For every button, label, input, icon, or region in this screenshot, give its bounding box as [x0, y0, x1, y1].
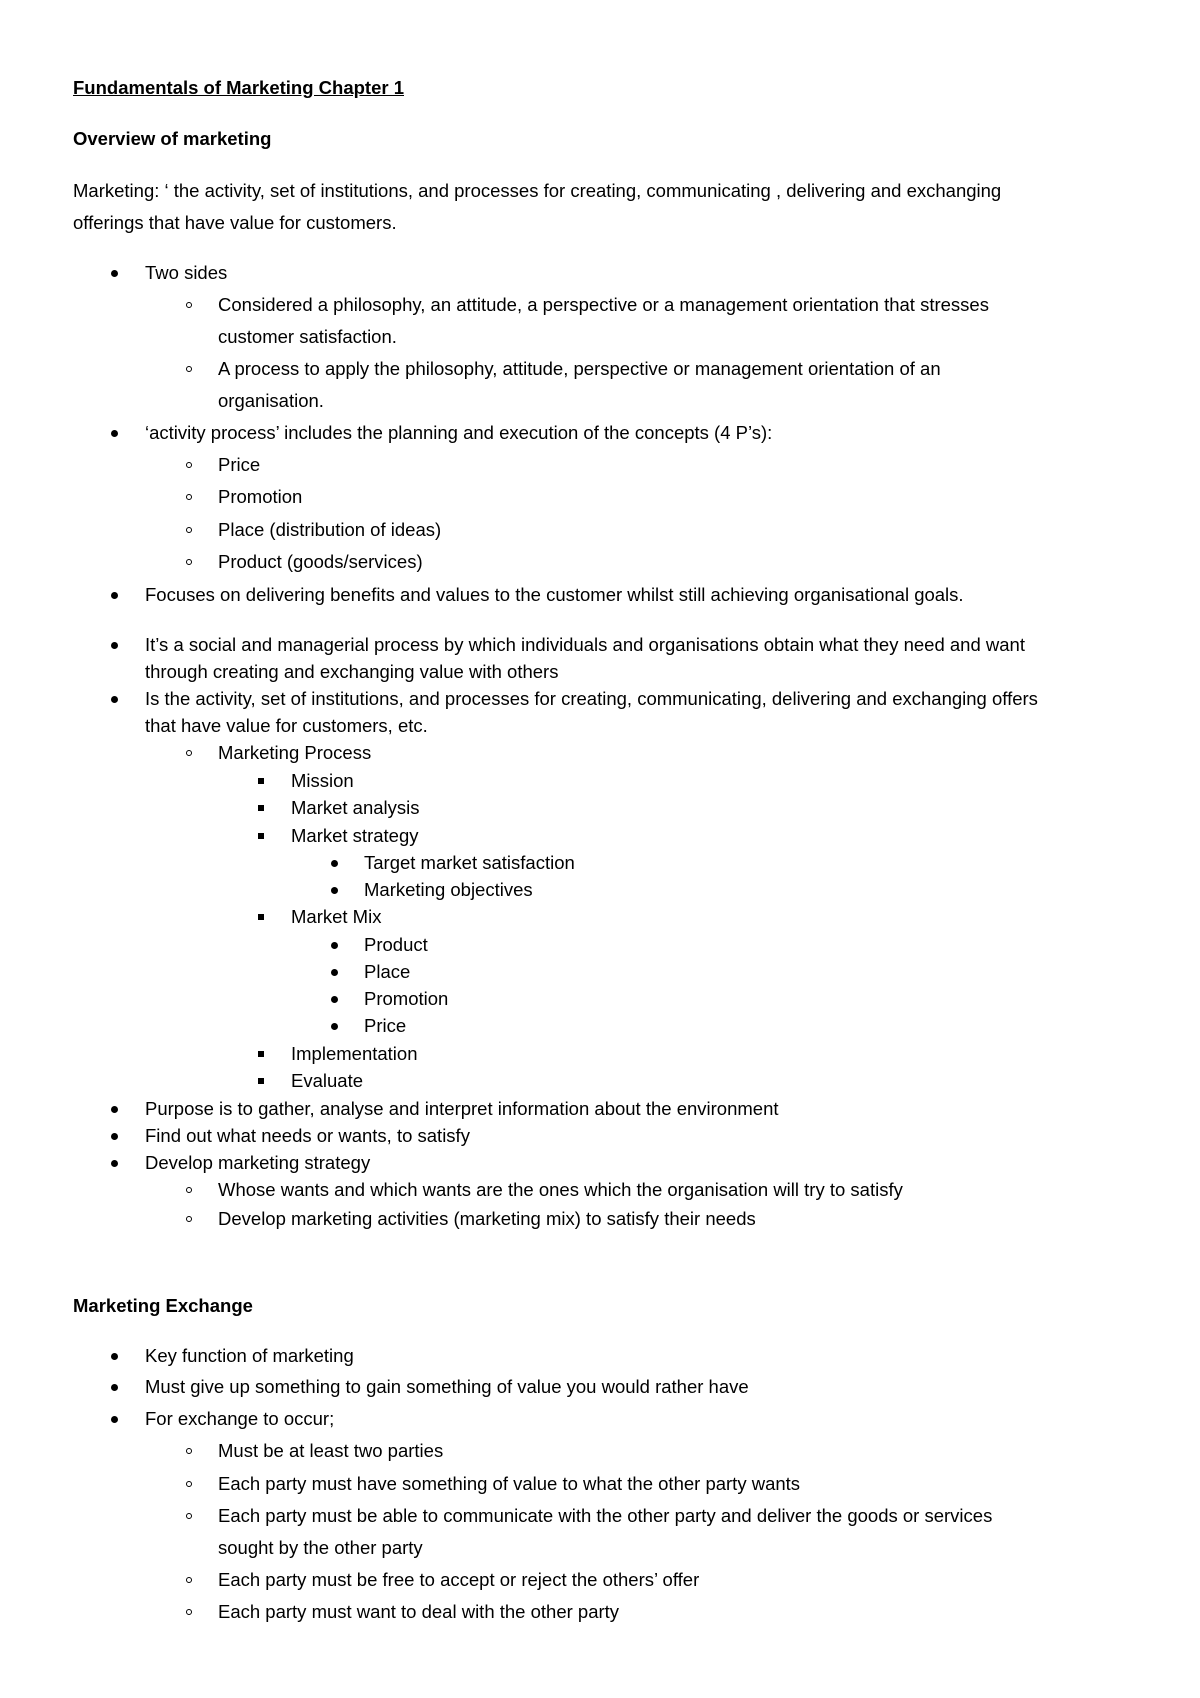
- bullet-circle: [186, 1448, 192, 1454]
- bullet-circle: [186, 1481, 192, 1487]
- bullet-circle: [186, 302, 192, 308]
- list-item: Considered a philosophy, an attitude, a perspective or a management orientation that stresses: [218, 294, 989, 315]
- list-item: Marketing Process: [218, 742, 372, 763]
- list-item: Each party must be free to accept or reject the others’ offer: [218, 1569, 700, 1590]
- list-item: Place (distribution of ideas): [218, 519, 442, 540]
- bullet-dot: [331, 969, 338, 976]
- bullet-dot: [111, 1133, 118, 1140]
- list-item: ‘activity process’ includes the planning and execution of the concepts (4 P’s):: [145, 422, 773, 443]
- bullet-dot: [111, 1160, 118, 1167]
- bullet-square: [258, 805, 264, 811]
- list-item: A process to apply the philosophy, attitude, perspective or management orientation of an: [218, 358, 941, 379]
- bullet-dot: [331, 860, 338, 867]
- list-item-continuation: through creating and exchanging value with others: [145, 661, 559, 682]
- bullet-dot: [111, 430, 118, 437]
- list-item: Promotion: [218, 486, 303, 507]
- bullet-dot: [111, 642, 118, 649]
- document-title: Fundamentals of Marketing Chapter 1: [73, 77, 404, 98]
- list-item: Must be at least two parties: [218, 1440, 444, 1461]
- bullet-circle: [186, 559, 192, 565]
- list-item: Two sides: [145, 262, 228, 283]
- list-item: Each party must have something of value to what the other party wants: [218, 1473, 801, 1494]
- bullet-dot: [111, 696, 118, 703]
- bullet-square: [258, 914, 264, 920]
- section-heading-exchange: Marketing Exchange: [73, 1295, 253, 1316]
- bullet-dot: [111, 1384, 118, 1391]
- list-item: Promotion: [364, 988, 449, 1009]
- list-item: Develop marketing activities (marketing mix) to satisfy their needs: [218, 1208, 756, 1229]
- list-item: Target market satisfaction: [364, 852, 575, 873]
- bullet-dot: [111, 270, 118, 277]
- list-item-continuation: organisation.: [218, 390, 324, 411]
- list-item: Implementation: [291, 1043, 418, 1064]
- definition-line: offerings that have value for customers.: [73, 212, 397, 233]
- bullet-circle: [186, 1187, 192, 1193]
- bullet-circle: [186, 462, 192, 468]
- list-item: Mission: [291, 770, 354, 791]
- bullet-circle: [186, 527, 192, 533]
- definition-line: Marketing: ‘ the activity, set of institutions, and processes for creating, communicating , delivering and exchanging: [73, 180, 1002, 201]
- list-item: Price: [364, 1015, 407, 1036]
- list-item: Marketing objectives: [364, 879, 533, 900]
- list-item: Evaluate: [291, 1070, 363, 1091]
- bullet-dot: [331, 942, 338, 949]
- bullet-dot: [331, 1023, 338, 1030]
- list-item: Market strategy: [291, 825, 419, 846]
- bullet-circle: [186, 750, 192, 756]
- list-item-continuation: that have value for customers, etc.: [145, 715, 428, 736]
- bullet-circle: [186, 1513, 192, 1519]
- list-item: Key function of marketing: [145, 1345, 354, 1366]
- bullet-square: [258, 1051, 264, 1057]
- list-item: Find out what needs or wants, to satisfy: [145, 1125, 470, 1146]
- bullet-circle: [186, 1216, 192, 1222]
- list-item: Develop marketing strategy: [145, 1152, 371, 1173]
- bullet-dot: [331, 887, 338, 894]
- bullet-dot: [331, 996, 338, 1003]
- bullet-dot: [111, 592, 118, 599]
- list-item: For exchange to occur;: [145, 1408, 335, 1429]
- list-item: Each party must be able to communicate with the other party and deliver the goods or services: [218, 1505, 993, 1526]
- list-item-continuation: sought by the other party: [218, 1537, 423, 1558]
- bullet-circle: [186, 1609, 192, 1615]
- list-item: Purpose is to gather, analyse and interpret information about the environment: [145, 1098, 779, 1119]
- bullet-dot: [111, 1416, 118, 1423]
- list-item: Price: [218, 454, 261, 475]
- bullet-square: [258, 833, 264, 839]
- list-item: Product (goods/services): [218, 551, 423, 572]
- list-item: Product: [364, 934, 428, 955]
- bullet-circle: [186, 1577, 192, 1583]
- bullet-circle: [186, 366, 192, 372]
- bullet-dot: [111, 1353, 118, 1360]
- list-item: Market Mix: [291, 906, 382, 927]
- list-item: Must give up something to gain something of value you would rather have: [145, 1376, 749, 1397]
- list-item: Focuses on delivering benefits and values to the customer whilst still achieving organisational goals.: [145, 584, 964, 605]
- list-item: Each party must want to deal with the other party: [218, 1601, 620, 1622]
- list-item: Is the activity, set of institutions, and processes for creating, communicating, delivering and exchanging offers: [145, 688, 1038, 709]
- bullet-square: [258, 778, 264, 784]
- list-item: Market analysis: [291, 797, 420, 818]
- list-item: Whose wants and which wants are the ones which the organisation will try to satisfy: [218, 1179, 903, 1200]
- bullet-circle: [186, 494, 192, 500]
- bullet-dot: [111, 1106, 118, 1113]
- list-item: Place: [364, 961, 411, 982]
- section-heading-overview: Overview of marketing: [73, 128, 272, 149]
- list-item: It’s a social and managerial process by which individuals and organisations obtain what they need and want: [145, 634, 1025, 655]
- list-item-continuation: customer satisfaction.: [218, 326, 397, 347]
- bullet-square: [258, 1078, 264, 1084]
